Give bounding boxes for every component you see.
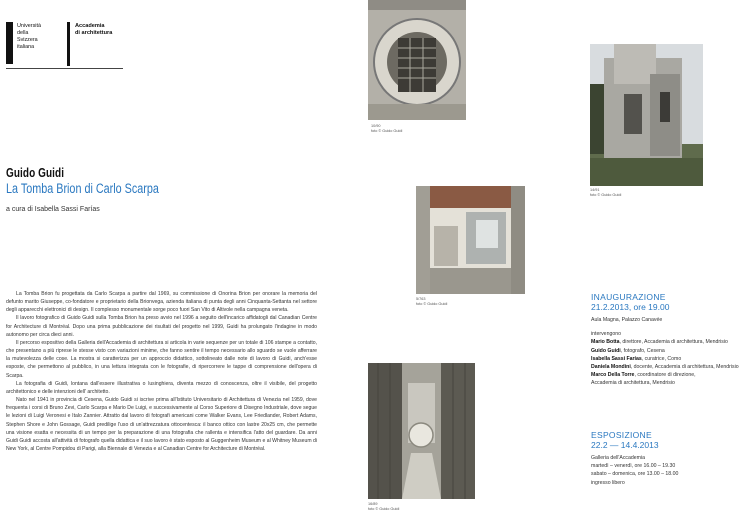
inauguration-date: 21.2.2013, ore 19.00: [591, 302, 670, 312]
usi-logo-bar: [6, 22, 13, 64]
header-divider: [6, 68, 123, 69]
body-paragraph: Il lavoro fotografico di Guido Guidi sulla Tomba Brion ha preso avvio nel 1996 a seguito dell'incarico affidatogli dal Canadian Centre for Architecture di Montréal. Dopo una prima pubblicazione dei risultati del progetto nel 1999, Guidi ha prolungato l'indagine in modo autonomo per circa dieci anni.: [6, 315, 317, 338]
inauguration-section: [591, 292, 739, 388]
speaker-role: , fotografo, Cesena: [620, 347, 665, 354]
speaker-name: Mario Botta: [591, 339, 620, 346]
accademia-logo-line: di architettura: [75, 30, 113, 36]
photo-caption: 16/89 foto © Guido Guidi: [368, 502, 400, 511]
speaker-name: Guido Guidi: [591, 347, 621, 354]
speaker-line: [591, 363, 739, 371]
photo-caption: 5/763 foto © Guido Guidi: [416, 297, 448, 306]
body-text: [6, 290, 317, 453]
speaker-name: Daniela Mondini: [591, 364, 631, 371]
body-paragraph: Il percorso espositivo della Galleria dell'Accademia di architettura si articola in varie sequenze per un totale di 106 stampe a contatto, che presentano a più riprese le stesse visto con variazioni minime, che fanno sentire il tempo necessario allo sguardo se vuole afferrare la mutevolezza delle cose. La mostra si caratterizza per un approccio didattico, sottolineato dalle note di lavoro di Guidi, anch'esse esposte, che permettono al pubblico, in una lettura integrata con le fotografie, di ripercorrere le tappe di comprensione dell'opera di Scarpa.: [6, 339, 317, 379]
exposition-entry: ingresso libero: [591, 479, 625, 486]
inauguration-heading: INAUGURAZIONE: [591, 292, 666, 302]
body-paragraph: La fotografia di Guidi, lontana dall'essere illustrativa o lusinghiera, diventa mezzo di conoscenza, oltre il visibile, del progetto architettonico e delle intenzioni dell' architetto.: [6, 380, 317, 395]
photo-caption: 10/90 foto © Guido Guidi: [371, 124, 403, 133]
speaker-line: [591, 347, 739, 355]
photo-caption: 14/91 foto © Guido Guidi: [590, 188, 622, 197]
speaker-line: [591, 371, 739, 379]
exposition-section: [591, 430, 678, 487]
usi-logo-line: Università: [17, 23, 41, 29]
accademia-logo-line: Accademia: [75, 23, 105, 29]
speaker-role: , docente, Accademia di architettura, Mendrisio: [630, 364, 739, 371]
accademia-logo-bar: [67, 22, 70, 66]
usi-logo-line: Svizzera: [17, 37, 38, 43]
exhibition-author: Guido Guidi: [6, 166, 65, 180]
usi-logo-line: italiana: [17, 44, 35, 50]
body-paragraph: La Tomba Brion fu progettata da Carlo Scarpa a partire dal 1969, su commissione di Onorina Brion per onorare la memoria del defunto marito Giuseppe, co-fondatore e proprietario della Brionvega, azienda italiana di punta degli anni Cinquanta-Settanta nel settore degli apparecchi elettronici di design. Il complesso monumentale sorge poco fuori San Vito di Altivole nella campagna veneta.: [6, 291, 317, 314]
photo-circle-openings: [368, 0, 466, 120]
speaker-line: [591, 355, 739, 363]
exhibition-curator: a cura di Isabella Sassi Farías: [6, 206, 100, 213]
photo-tomb-exterior: [590, 44, 703, 186]
exhibition-title: La Tomba Brion di Carlo Scarpa: [6, 181, 159, 196]
exposition-dates: 22.2 — 14.4.2013: [591, 440, 659, 450]
photo-corridor: [368, 363, 475, 499]
exposition-venue: Galleria dell'Accademia: [591, 455, 646, 461]
speaker-role: , direttore, Accademia di architettura, Mendrisio: [619, 339, 728, 346]
speaker-line: [591, 338, 739, 346]
exposition-hours-weekend: sabato – domenica, ore 13.00 – 18.00: [591, 471, 679, 478]
speaker-role: , curatrice, Como: [641, 355, 682, 362]
exposition-hours-weekday: martedì – venerdì, ore 16.00 – 19.30: [591, 463, 676, 470]
speaker-affiliation: Accademia di architettura, Mendrisio: [591, 380, 675, 387]
inauguration-venue: Aula Magna, Palazzo Canavée: [591, 317, 663, 323]
speakers-label: intervengono: [591, 331, 621, 338]
photo-interior: [416, 186, 525, 294]
speaker-name: Marco Della Torre: [591, 372, 635, 379]
body-paragraph: Nato nel 1941 in provincia di Cesena, Guido Guidi si iscrive prima all'Istituto Universitario di Architettura di Venezia nel 1959, dove frequenta i corsi di Bruno Zevi, Carlo Scarpa e Mario De Luigi, e successivamente al Corso Superiore di Disegno Industriale, dove segue le lezioni di Luigi Veronesi e Italo Zannier. Attratto dal lavoro di fotografi americani come Walker Evans, Lee Friedlander, Robert Adams, Stephen Shore e John Gossage, Guidi predilige l'uso di un'attrezzatura ottocentesca: il banco ottico con lastre 20x25 cm, che permette una visione esatta e necessita di un tempo per la preparazione di una fotografia che rallenta e intensifica l'atto del guardare. Da anni Guidi Guidi accosta all'attività di fotografo quella didattica e il suo lavoro è stato esposto al Guggenheim Museum e al Whitney Museum di New York, al Centre Pompidou di Parigi, alla Biennale di Venezia e al Canadian Centre for Architecture di Montréal.: [6, 397, 317, 452]
speaker-role: , coordinatore di direzione,: [634, 372, 696, 379]
speaker-name: Isabella Sassi Farías: [591, 355, 642, 362]
exposition-heading: ESPOSIZIONE: [591, 430, 652, 440]
usi-logo-line: della: [17, 30, 29, 36]
